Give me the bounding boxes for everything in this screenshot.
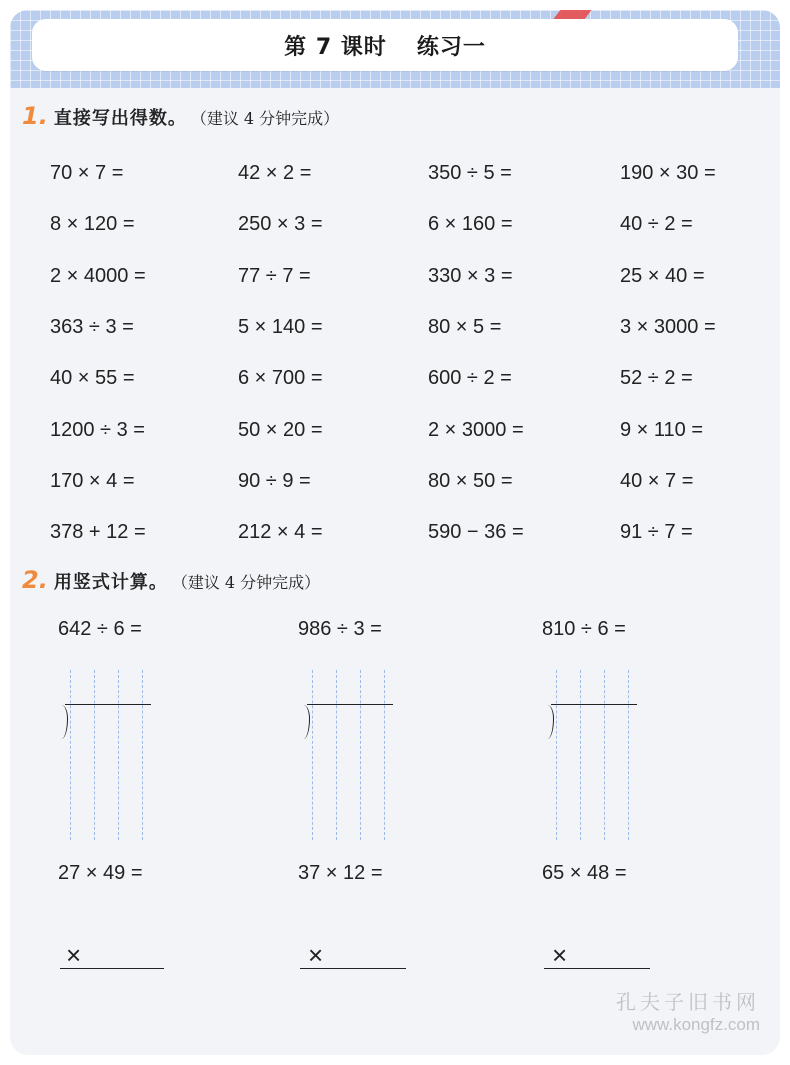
times-sign: × — [308, 940, 324, 970]
guide-line — [556, 670, 557, 840]
section-1-note: （建议 4 分钟完成） — [190, 109, 340, 128]
multiplication-problem: 37 × 12 = — [298, 862, 383, 884]
oral-problem: 40 ÷ 2 = — [620, 213, 693, 236]
guide-line — [384, 670, 385, 840]
lesson-number: 第 7 课时 — [284, 34, 387, 60]
oral-problem: 9 × 110 = — [620, 418, 704, 441]
watermark-name: 孔夫子旧书网 — [616, 990, 760, 1014]
oral-problem: 90 ÷ 9 = — [238, 469, 311, 492]
oral-problem: 52 ÷ 2 = — [620, 367, 693, 390]
oral-problem: 2 × 4000 = — [50, 264, 146, 287]
oral-problem: 25 × 40 = — [620, 264, 705, 287]
oral-problem: 6 × 700 = — [238, 367, 323, 390]
times-sign: × — [66, 940, 82, 970]
oral-problem: 3 × 3000 = — [620, 316, 716, 339]
guide-line — [118, 670, 119, 840]
oral-problem-grid — [50, 148, 770, 558]
section-2-note: （建议 4 分钟完成） — [171, 573, 321, 592]
workbook-page — [10, 10, 780, 1055]
oral-problem: 190 × 30 = — [620, 162, 716, 185]
answer-line — [544, 968, 650, 969]
lesson-title: 练习一 — [416, 34, 486, 60]
division-bracket — [55, 705, 68, 739]
oral-problem: 80 × 5 = — [428, 316, 502, 339]
section-1-heading — [22, 102, 339, 130]
answer-line — [60, 968, 164, 969]
oral-problem: 2 × 3000 = — [428, 418, 524, 441]
oral-problem: 330 × 3 = — [428, 264, 513, 287]
oral-problem: 170 × 4 = — [50, 469, 135, 492]
guide-line — [604, 670, 605, 840]
oral-problem: 6 × 160 = — [428, 213, 513, 236]
section-2-heading — [22, 566, 320, 594]
oral-problem: 363 ÷ 3 = — [50, 316, 134, 339]
oral-problem: 80 × 50 = — [428, 469, 513, 492]
division-problem: 642 ÷ 6 = — [58, 618, 142, 640]
watermark-url: www.kongfz.com — [632, 1015, 760, 1034]
oral-problem: 40 × 7 = — [620, 469, 694, 492]
oral-problem: 8 × 120 = — [50, 213, 135, 236]
division-bracket — [297, 705, 310, 739]
guide-line — [142, 670, 143, 840]
oral-problem: 5 × 140 = — [238, 316, 323, 339]
division-bracket-top — [307, 704, 393, 705]
division-bracket-top — [551, 704, 637, 705]
oral-problem: 590 − 36 = — [428, 521, 524, 544]
times-sign: × — [552, 940, 568, 970]
guide-line — [70, 670, 71, 840]
oral-problem: 212 × 4 = — [238, 521, 323, 544]
oral-problem: 350 ÷ 5 = — [428, 162, 512, 185]
division-bracket — [541, 705, 554, 739]
division-problem: 986 ÷ 3 = — [298, 618, 382, 640]
oral-problem: 378 + 12 = — [50, 521, 146, 544]
division-bracket-top — [65, 704, 151, 705]
oral-problem: 77 ÷ 7 = — [238, 264, 311, 287]
guide-line — [580, 670, 581, 840]
oral-problem: 600 ÷ 2 = — [428, 367, 512, 390]
oral-problem: 40 × 55 = — [50, 367, 135, 390]
oral-problem: 1200 ÷ 3 = — [50, 418, 145, 441]
guide-line — [360, 670, 361, 840]
lesson-header — [32, 19, 738, 71]
section-1-title: 直接写出得数。 — [53, 108, 187, 129]
oral-problem: 70 × 7 = — [50, 162, 124, 185]
section-1-number: 1. — [22, 102, 48, 130]
watermark — [616, 986, 760, 1035]
oral-problem: 250 × 3 = — [238, 213, 323, 236]
guide-line — [94, 670, 95, 840]
oral-problem: 42 × 2 = — [238, 162, 312, 185]
guide-line — [312, 670, 313, 840]
answer-line — [300, 968, 406, 969]
guide-line — [336, 670, 337, 840]
multiplication-problem: 65 × 48 = — [542, 862, 627, 884]
guide-line — [628, 670, 629, 840]
division-problem: 810 ÷ 6 = — [542, 618, 626, 640]
section-2-number: 2. — [22, 566, 48, 594]
section-2-title: 用竖式计算。 — [53, 572, 168, 593]
oral-problem: 50 × 20 = — [238, 418, 323, 441]
multiplication-problem: 27 × 49 = — [58, 862, 143, 884]
oral-problem: 91 ÷ 7 = — [620, 521, 693, 544]
